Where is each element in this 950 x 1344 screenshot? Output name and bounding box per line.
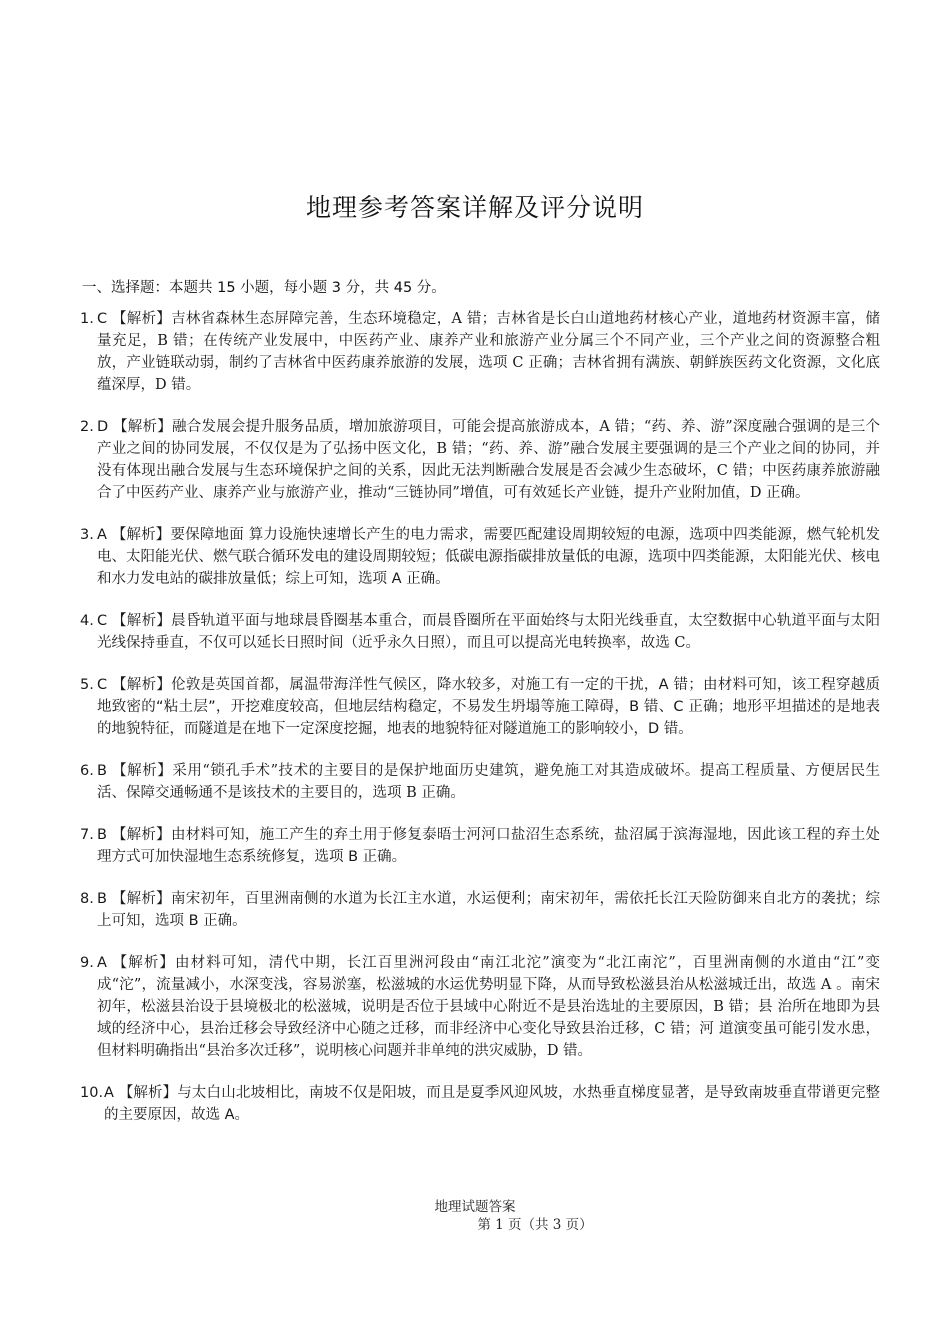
item-answer: C — [97, 613, 108, 629]
analysis-tag: 【解析】 — [111, 527, 171, 543]
item-text: 采用“锁孔手术”技术的主要目的是保护地面历史建筑，避免施工对其造成破坏。提高工程质量、方便居民生活、保障交通畅通不是该技术的主要目的，选项 B 正确。 — [97, 763, 881, 801]
item-number: 5. — [80, 677, 94, 693]
item-answer: B — [97, 891, 107, 907]
item-answer: A — [97, 955, 107, 971]
page-footer — [0, 1198, 950, 1234]
analysis-tag: 【解析】 — [118, 1085, 178, 1101]
answer-item-3 — [80, 524, 880, 590]
answer-item-2 — [80, 416, 880, 504]
item-text: 要保障地面 算力设施快速增长产生的电力需求，需要匹配建设周期较短的电源，选项中四类能源，燃气轮机发电、太阳能光伏、燃气联合循环发电的建设周期较短；低碳电源指碳排放量低的电源，选项中四类能源，太阳能光伏、核电和水力发电站的碳排放量低；综上可知，选项 A 正确。 — [97, 527, 881, 587]
answer-list — [80, 308, 880, 1126]
item-answer: A — [104, 1085, 114, 1101]
item-text: 吉林省森林生态屏障完善，生态环境稳定，A 错；吉林省是长白山道地药材核心产业，道地药材资源丰富，储量充足，B 错；在传统产业发展中，中医药产业、康养产业和旅游产业分属三个不同产业，三个产业之间的资源整合粗放，产业链联动弱，制约了吉林省中医药康养旅游的发展，选项 C 正确；吉林省拥有满族、朝鲜族医药文化资源，文化底蕴深厚，D 错。 — [97, 311, 881, 393]
answer-item-9 — [80, 952, 880, 1062]
item-answer: C — [97, 677, 108, 693]
answer-item-10 — [80, 1082, 880, 1126]
item-number: 8. — [80, 891, 94, 907]
analysis-tag: 【解析】 — [112, 677, 172, 693]
item-number: 7. — [80, 827, 94, 843]
item-answer: A — [97, 527, 107, 543]
page-number: 第 1 页（共 3 页） — [477, 1217, 593, 1233]
item-answer: B — [97, 763, 107, 779]
item-number: 10. — [80, 1085, 104, 1101]
analysis-tag: 【解析】 — [112, 311, 172, 327]
analysis-tag: 【解析】 — [112, 613, 172, 629]
footer-label: 地理试题答案 — [434, 1199, 516, 1215]
item-answer: C — [97, 311, 108, 327]
item-text: 伦敦是英国首都，属温带海洋性气候区，降水较多，对施工有一定的干扰，A 错；由材料可知，该工程穿越质地致密的“粘土层”，开挖难度较高，但地层结构稳定，不易发生坍塌等施工障碍，B 错、C 正确；地形平坦描述的是地表的地貌特征，而隧道是在地下一定深度挖掘，地表的地貌特征对隧道施工的影响较小，D 错。 — [97, 677, 881, 737]
section-heading: 一、选择题：本题共 15 小题，每小题 3 分，共 45 分。 — [82, 280, 446, 296]
analysis-tag: 【解析】 — [112, 955, 176, 971]
item-number: 4. — [80, 613, 94, 629]
item-number: 9. — [80, 955, 94, 971]
item-text: 与太白山北坡相比，南坡不仅是阳坡，而且是夏季风迎风坡，水热垂直梯度显著，是导致南坡垂直带谱更完整的主要原因，故选 A。 — [104, 1085, 881, 1123]
analysis-tag: 【解析】 — [111, 827, 171, 843]
answer-item-8 — [80, 888, 880, 932]
answer-item-6 — [80, 760, 880, 804]
item-number: 2. — [80, 419, 94, 435]
page-title: 地理参考答案详解及评分说明 — [305, 193, 644, 222]
answer-item-4 — [80, 610, 880, 654]
analysis-tag: 【解析】 — [113, 419, 172, 435]
analysis-tag: 【解析】 — [112, 763, 173, 779]
item-number: 3. — [80, 527, 94, 543]
item-number: 1. — [80, 311, 94, 327]
answer-item-1 — [80, 308, 880, 396]
item-number: 6. — [80, 763, 94, 779]
item-text: 由材料可知，清代中期，长江百里洲河段由“南江北沱”演变为“北江南沱”，百里洲南侧的水道由“江”变成“沱”，流量减小，水深变浅，容易淤塞，松滋城的水运优势明显下降，从而导致松滋县治从松滋城迁出，故选 A 。南宋初年，松滋县治设于县境极北的松滋城，说明是否位于县域中心附近不是县治选址的主要原因，B 错；县 治所在地即为县域的经济中心，县治迁移会导致经济中心随之迁移，而非经济中心变化导致县治迁移，C 错；河 道演变虽可能引发水患，但材料明确指出“县治多次迁移”，说明核心问题并非单纯的洪灾威胁，D 错。 — [97, 955, 881, 1059]
item-answer: B — [97, 827, 107, 843]
item-text: 晨昏轨道平面与地球晨昏圈基本重合，而晨昏圈所在平面始终与太阳光线垂直，太空数据中心轨道平面与太阳光线保持垂直，不仅可以延长日照时间（近乎永久日照），而且可以提高光电转换率，故选 C。 — [97, 613, 881, 651]
item-text: 由材料可知，施工产生的弃土用于修复泰晤士河河口盐沼生态系统，盐沼属于滨海湿地，因此该工程的弃土处理方式可加快湿地生态系统修复，选项 B 正确。 — [97, 827, 881, 865]
analysis-tag: 【解析】 — [111, 891, 171, 907]
item-answer: D — [97, 419, 109, 435]
answer-item-5 — [80, 674, 880, 740]
item-text: 融合发展会提升服务品质，增加旅游项目，可能会提高旅游成本，A 错；“药、养、游”深度融合强调的是三个产业之间的协同发展，不仅仅是为了弘扬中医文化，B 错；“药、养、游”融合发展主要强调的是三个产业之间的协同，并没有体现出融合发展与生态环境保护之间的关系，因此无法判断融合发展是否会减少生态破坏，C 错；中医药康养旅游融合了中医药产业、康养产业与旅游产业，推动“三链协同”增值，可有效延长产业链，提升产业附加值，D 正确。 — [97, 419, 881, 501]
item-text: 南宋初年，百里洲南侧的水道为长江主水道，水运便利；南宋初年，需依托长江天险防御来自北方的袭扰；综上可知，选项 B 正确。 — [97, 891, 881, 929]
answer-item-7 — [80, 824, 880, 868]
